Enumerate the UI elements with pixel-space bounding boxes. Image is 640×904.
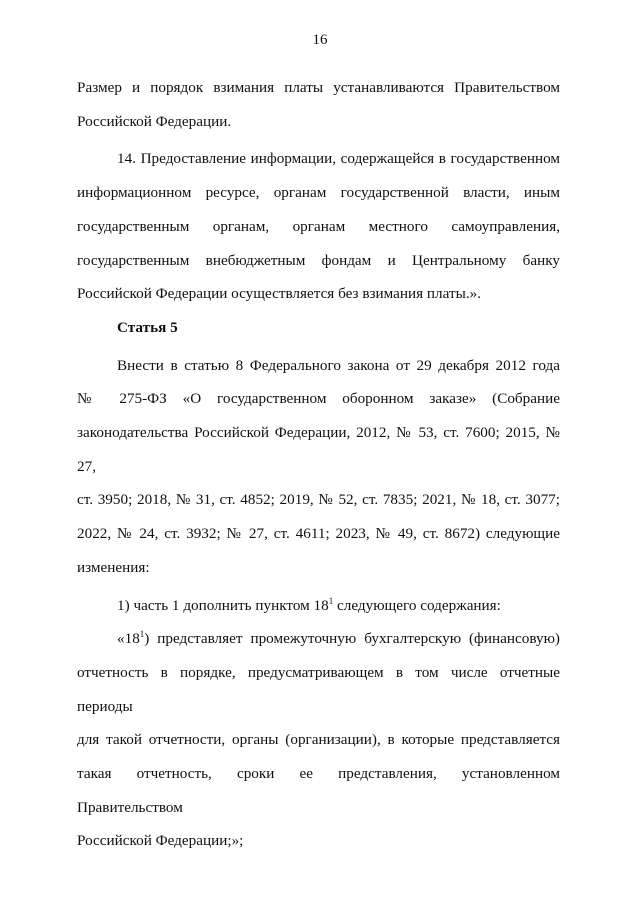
text-line: изменения: — [77, 558, 150, 576]
superscript: 1 — [139, 629, 145, 640]
superscript: 1 — [328, 595, 334, 606]
paragraph-item-14 — [77, 142, 560, 311]
page-number: 16 — [312, 32, 328, 48]
text-line: законодательства Российской Федерации, 2012, № 53, ст. 7600; 2015, № 27, — [77, 424, 560, 475]
text-line: ст. 3950; 2018, № 31, ст. 4852; 2019, № 52, ст. 7835; 2021, № 18, ст. 3077; — [77, 491, 560, 509]
paragraph-amend-law — [77, 349, 560, 585]
text-line: 14. Предоставление информации, содержащейся в государственном — [117, 150, 560, 168]
paragraph-fee-procedure — [77, 71, 560, 138]
item-text: следующего содержания: — [333, 596, 501, 614]
text-line: Российской Федерации. — [77, 112, 232, 130]
text-line: № 275-ФЗ «О государственном оборонном заказе» (Собрание — [77, 390, 560, 408]
quoted-provision — [77, 622, 560, 858]
text-line: государственным органам, органам местного самоуправления, — [77, 217, 560, 235]
item-text: 1) часть 1 дополнить пунктом 18 — [117, 596, 329, 614]
text-line: Внести в статью 8 Федерального закона от 29 декабря 2012 года — [117, 356, 560, 374]
quote-text: ) представляет промежуточную бухгалтерскую (финансовую) — [144, 630, 560, 648]
text-line: государственным внебюджетным фондам и Центральному банку — [77, 251, 560, 269]
article-heading: Статья 5 — [117, 318, 178, 336]
text-line: для такой отчетности, органы (организации), в которые представляется — [77, 731, 560, 749]
list-item-1 — [77, 589, 560, 623]
text-line: 2022, № 24, ст. 3932; № 27, ст. 4611; 2023, № 49, ст. 8672) следующие — [77, 525, 560, 543]
quote-text: «18 — [117, 630, 140, 648]
document-body — [77, 71, 560, 858]
text-line: Российской Федерации осуществляется без взимания платы.». — [77, 285, 482, 303]
text-line: информационном ресурсе, органам государственной власти, иным — [77, 184, 560, 202]
text-line: такая отчетность, сроки ее представления, установленном Правительством — [77, 765, 560, 816]
text-line — [77, 622, 560, 656]
text-line: Российской Федерации;»; — [77, 832, 244, 850]
text-line: Размер и порядок взимания платы устанавливаются Правительством — [77, 79, 560, 96]
text-line: отчетность в порядке, предусматривающем в том числе отчетные периоды — [77, 663, 560, 715]
